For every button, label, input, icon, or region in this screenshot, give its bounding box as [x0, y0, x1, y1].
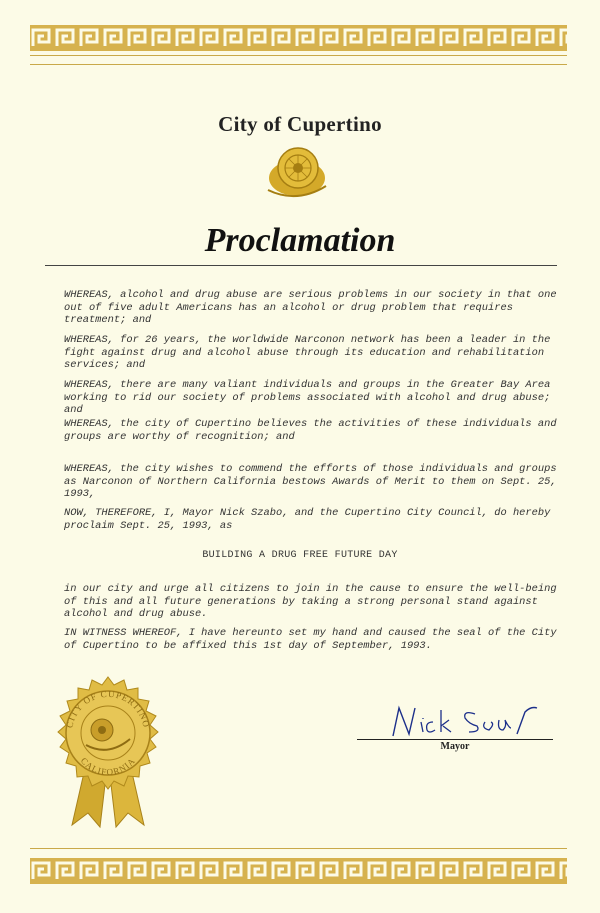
whereas-paragraph-4: WHEREAS, the city of Cupertino believes the activities of these individuals and groups are worthy of recognition; and: [64, 418, 557, 443]
top-gold-rule-2: [30, 64, 567, 65]
signature-line: [357, 739, 553, 740]
witness-paragraph: IN WITNESS WHEREOF, I have hereunto set my hand and caused the seal of the City of Cupertino to be affixed this 1st day of September, 1993.: [64, 627, 557, 652]
signature-title: Mayor: [440, 741, 470, 752]
city-seal-icon: [42, 675, 174, 835]
top-gold-rule: [30, 55, 567, 56]
top-decorative-border: [30, 25, 567, 51]
bottom-gold-rule: [30, 848, 567, 849]
closing-paragraph: in our city and urge all citizens to join in the cause to ensure the well-being of this and all future generations by taking a strong personal stand against alcohol and drug abuse.: [64, 583, 557, 620]
city-name: City of Cupertino: [218, 112, 382, 136]
whereas-paragraph-1: WHEREAS, alcohol and drug abuse are serious problems in our society in that one out of five adult Americans has an alcohol or drug problem that requires treatment; and: [64, 289, 557, 326]
title-underline: [45, 265, 557, 266]
bottom-decorative-border: [30, 858, 567, 884]
whereas-paragraph-3: WHEREAS, there are many valiant individuals and groups in the Greater Bay Area working to rid our society of problems associated with alcohol and drug abuse; and: [64, 379, 551, 416]
page-title: Proclamation: [204, 222, 396, 259]
proclaimed-day: BUILDING A DRUG FREE FUTURE DAY: [202, 550, 398, 561]
whereas-paragraph-2: WHEREAS, for 26 years, the worldwide Narconon network has been a leader in the fight against drug and alcohol abuse through its education and rehabilitation services; and: [64, 334, 551, 371]
city-emblem-icon: [262, 140, 332, 200]
svg-text:CITY OF CUPERTINO: CITY OF CUPERTINO: [64, 688, 152, 729]
therefore-paragraph: NOW, THEREFORE, I, Mayor Nick Szabo, and the Cupertino City Council, do hereby proclaim Sept. 25, 1993, as: [64, 507, 551, 532]
whereas-paragraph-5: WHEREAS, the city wishes to commend the efforts of those individuals and groups as Narconon of Northern California bestows Awards of Merit to them on Sept. 25, 1993,: [64, 463, 557, 500]
mayor-signature: [385, 700, 545, 742]
svg-text:CALIFORNIA: CALIFORNIA: [78, 755, 138, 778]
